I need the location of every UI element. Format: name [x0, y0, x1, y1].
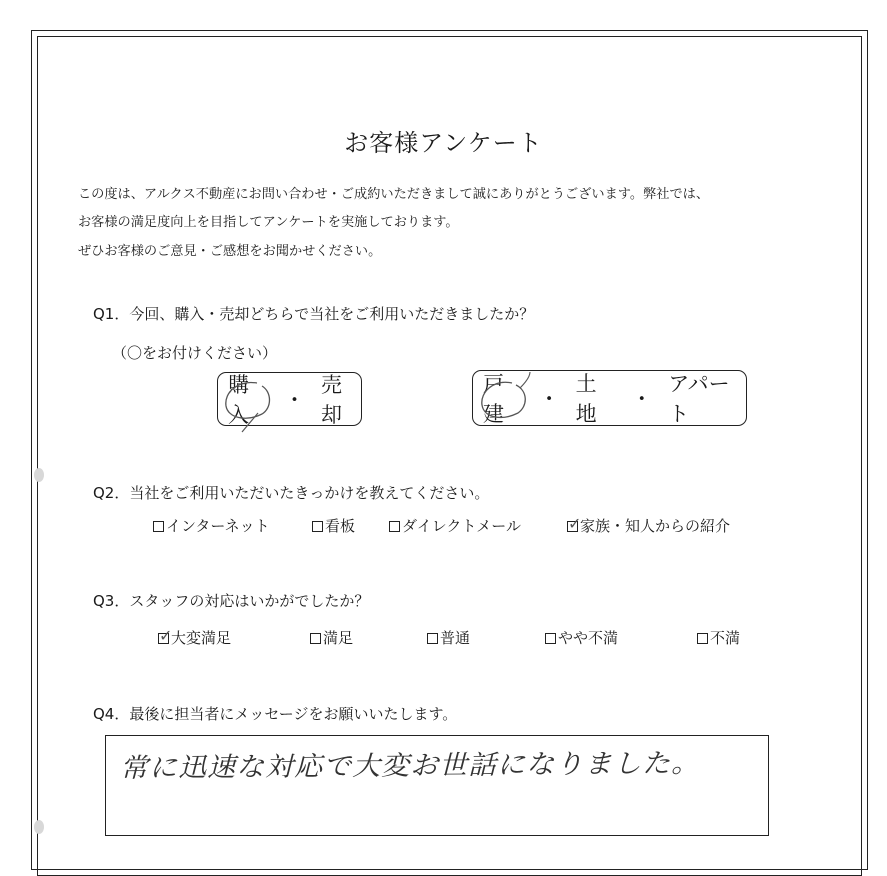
q2-question: Q2．当社をご利用いただいたきっかけを教えてください。 [93, 484, 490, 502]
intro-line-1: この度は、アルクス不動産にお問い合わせ・ご成約いただきまして誠にありがとうございます。弊社では、 [78, 187, 710, 202]
checkbox[interactable] [312, 521, 323, 532]
q2-option-internet[interactable]: インターネット [153, 515, 270, 536]
check-mark-icon: ✓ [159, 626, 173, 645]
checkbox[interactable] [389, 521, 400, 532]
q1-note: （〇をお付けください） [112, 344, 278, 362]
q1-question: Q1．今回、購入・売却どちらで当社をご利用いただきましたか？ [93, 305, 535, 323]
survey-title: お客様アンケート [344, 129, 543, 157]
checkbox-checked[interactable] [567, 514, 582, 533]
checkbox[interactable] [153, 521, 164, 532]
separator: ・ [631, 387, 653, 411]
separator: ・ [284, 388, 305, 412]
q3-option-very-satisfied[interactable]: ✓ 大変満足 [159, 626, 232, 647]
q1-option-land[interactable]: 土地 [575, 372, 597, 426]
q2-option-direct-mail[interactable]: ダイレクトメール [389, 515, 521, 536]
check-mark-icon: ✓ [568, 514, 582, 533]
scan-mark [34, 468, 44, 482]
separator: ・ [538, 387, 560, 411]
checkbox[interactable] [545, 633, 556, 644]
q1-transaction-group [217, 372, 362, 426]
q1-option-house[interactable]: 戸建 [483, 372, 504, 426]
q3-option-dissatisfied[interactable]: 不満 [697, 627, 740, 648]
q3-option-satisfied[interactable]: 満足 [310, 627, 353, 648]
checkbox[interactable] [310, 633, 321, 644]
q3-option-somewhat-dissatisfied[interactable]: やや不満 [545, 627, 618, 648]
q1-option-sale[interactable]: 売却 [321, 373, 342, 427]
q1-option-apartment[interactable]: アパート [668, 372, 730, 426]
intro-line-2: お客様の満足度向上を目指してアンケートを実施しております。 [78, 215, 459, 230]
q2-option-signboard[interactable]: 看板 [312, 515, 355, 536]
q3-option-neutral[interactable]: 普通 [427, 627, 470, 648]
q1-option-purchase[interactable]: 購入 [228, 373, 249, 427]
checkbox[interactable] [697, 633, 708, 644]
message-answer: 常に迅速な対応で大変お世話になりました。 [119, 747, 701, 784]
checkbox[interactable] [427, 633, 438, 644]
q2-option-referral[interactable]: ✓ 家族・知人からの紹介 [568, 514, 731, 535]
q3-question: Q3．スタッフの対応はいかがでしたか？ [93, 592, 370, 610]
q1-property-group [472, 370, 747, 426]
scan-mark [34, 820, 44, 834]
checkbox-checked[interactable] [158, 626, 173, 645]
intro-line-3: ぜひお客様のご意見・ご感想をお聞かせください。 [78, 244, 382, 259]
q4-question: Q4．最後に担当者にメッセージをお願いいたします。 [93, 705, 458, 723]
